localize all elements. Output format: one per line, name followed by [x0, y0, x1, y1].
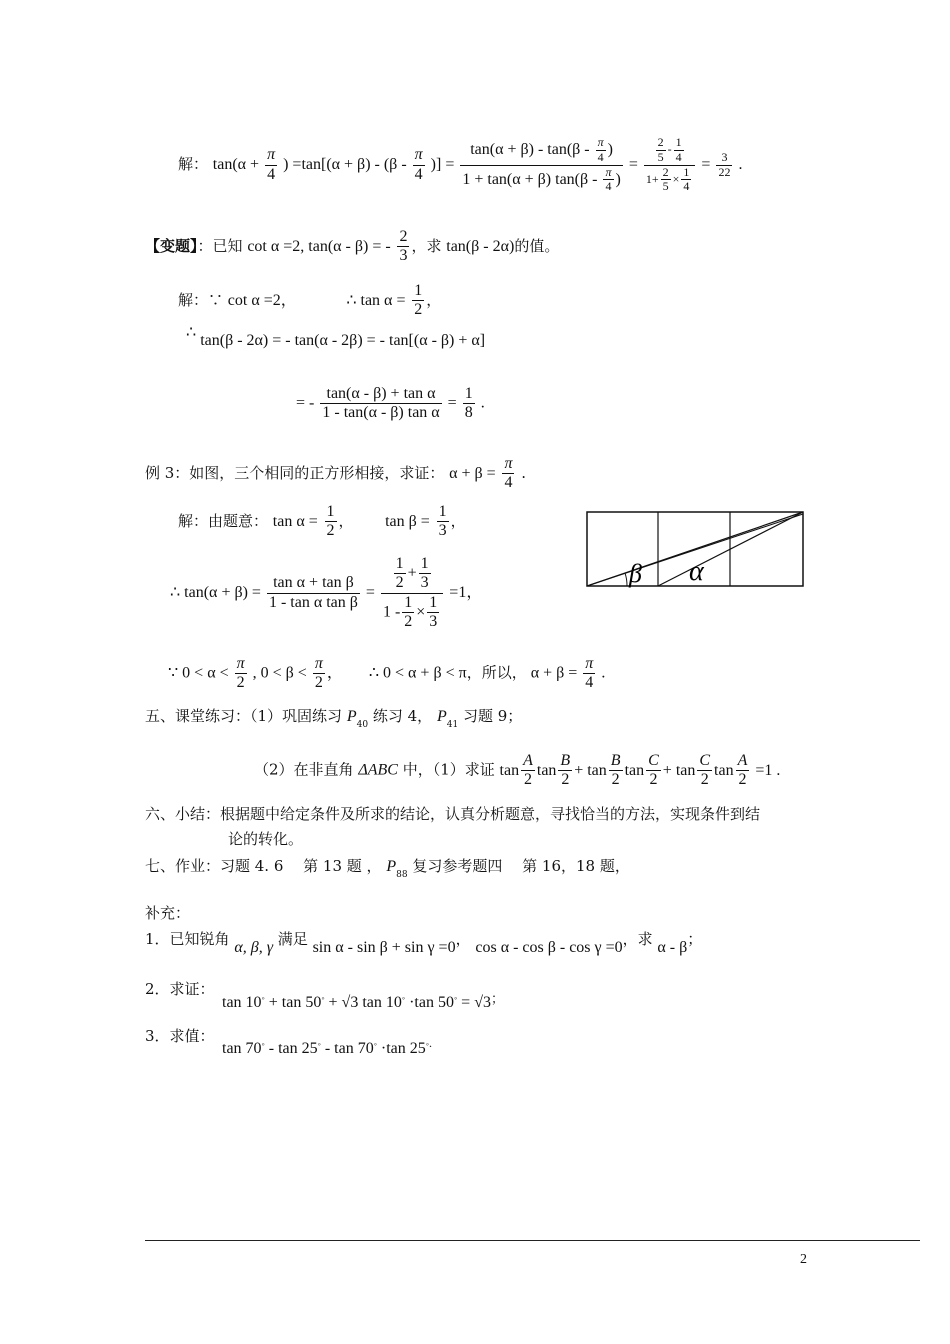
- variant-step-2: ∴ tan(β - 2α) = - tan(α - 2β) = - tan[(α - β) + α]: [186, 324, 486, 349]
- variant-problem: 【变题】：已知 cot α =2, tan(α - β) = - $\frac{2}{3}$ ，求 tan(β - 2α)的值。: [145, 228, 560, 265]
- figure-label-beta: β: [629, 559, 642, 588]
- supplement-question-2-equation: tan 10◦ + tan 50◦ + √3 tan 10◦ ·tan 50◦ = √3；: [222, 991, 504, 1011]
- supplement-question-3: 3．求值：: [145, 1027, 215, 1045]
- supplement-question-3-expression: tan 70◦ - tan 25◦ - tan 70◦ ·tan 25◦.: [222, 1036, 432, 1057]
- example-3-range: ∵ 0 < α < $\frac{\pi}{2}$ , 0 < β < $\frac{\pi}{2}$ ， ∴ 0 < α + β < π，所以， α + β = $\frac{\pi}{4}$ .: [168, 655, 606, 692]
- equation-tan-sum: tan(α + $\frac{\pi}{4}$ ) =tan[(α + β) - (β - $\frac{\pi}{4}$ )] = tan(α + β) - tan(β - $\frac{\pi}{4}$ ) 1 + tan(α + β) tan(β - $\frac{\pi}{4}$ ) = $\frac{2}{5}$ - $\frac{1}{4}$ 1+ $\frac{2}{5}$ × $\frac{1}{4}$ = $\frac{3}{22}$ .: [212, 135, 743, 194]
- numeric-fraction: $\frac{2}{5}$ - $\frac{1}{4}$ 1+ $\frac{2}{5}$ × $\frac{1}{4}$: [644, 136, 696, 194]
- page-number: 2: [800, 1252, 807, 1267]
- footer-rule: [145, 1240, 920, 1241]
- solution-1: [178, 136, 742, 194]
- variant-bracket: 【变题】: [145, 236, 198, 255]
- supplement-title: 补充：: [145, 904, 191, 922]
- section-7-homework: 七、作业：习题 4. 6 第 13 题 ， $P_{88}$ 复习参考题四 第 16，18 题，: [145, 857, 630, 880]
- supplement-question-2: 2．求证：: [145, 980, 215, 998]
- section-5-line-1: 五、课堂练习：（1）巩固练习 $P_{40}$ 练习 4， $P_{41}$ 习题 9；: [145, 707, 523, 730]
- section-5-line-2: （2）在非直角 ΔABC 中，（1）求证 tan $\frac{A}{2}$ tan $\frac{B}{2}$ + tan $\frac{B}{2}$ tan $\frac{C}{2}$ + tan $\frac{C}{2}$ tan $\frac{A}{2}$ =1 .: [254, 752, 781, 789]
- example-3-given: 解：由题意： tan α = $\frac{1}{2}$ ， tan β = $\frac{1}{3}$ ，: [178, 503, 466, 540]
- big-fraction: tan(α + β) - tan(β - $\frac{\pi}{4}$ ) 1 + tan(α + β) tan(β - $\frac{\pi}{4}$ ): [462, 135, 621, 194]
- example-3-statement: 例 3：如图，三个相同的正方形相接，求证： α + β = $\frac{\pi}{4}$ .: [145, 455, 527, 492]
- section-6-line-1: 六、小结：根据题中给定条件及所求的结论，认真分析题意，寻找恰当的方法，实现条件到结: [145, 805, 761, 823]
- section-6-line-2: 论的转化。: [228, 830, 304, 848]
- figure-label-alpha: α: [689, 556, 704, 587]
- variant-step-1: 解：∵ cot α =2， ∴ tan α = $\frac{1}{2}$ ，: [178, 282, 442, 319]
- solution-label: 解：: [178, 154, 209, 173]
- variant-step-3: = - $\frac{\text{tan(α - β) + tan α}}{\text{1 - tan(α - β) tan α}}$ = $\frac{1}{8}$ .: [296, 385, 485, 422]
- three-squares-figure: [585, 510, 807, 590]
- angle-beta-arc: [625, 573, 627, 586]
- example-3-sum: ∴ tan(α + β) = $\frac{\text{tan α + tan β}}{\text{1 - tan α tan β}}$ = $\frac{1}{2}$ + $\frac{1}{3}$ 1 - $\frac{1}{2}$ × $\frac{1}{3}$ =1，: [170, 555, 483, 631]
- supplement-question-1: 1．已知锐角 α, β, γ 满足 sin α - sin β + sin γ =0， cos α - cos β - cos γ =0，求 α - β；: [145, 930, 703, 956]
